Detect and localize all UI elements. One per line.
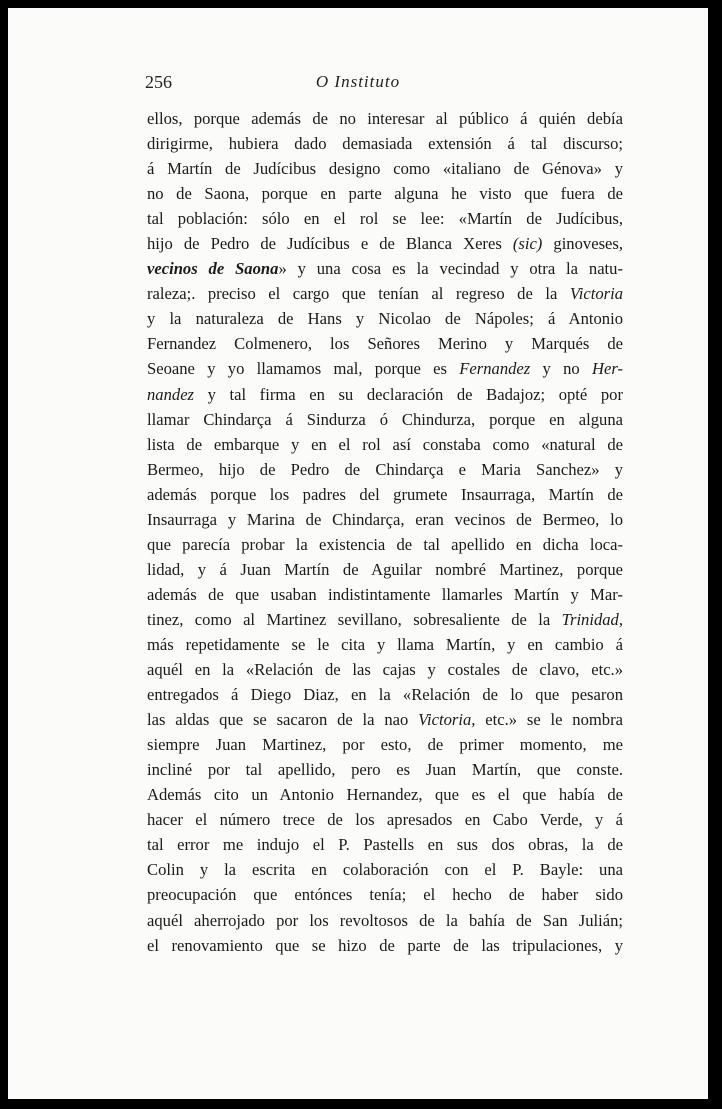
text-line: lista de embarque y en el rol así constaba como «natural de — [147, 434, 623, 454]
text-line: no de Saona, porque en parte alguna he visto que fuera de — [147, 184, 623, 204]
text-run: y no — [530, 359, 592, 379]
text-run: Seoane y yo llamamos mal, porque es — [147, 359, 460, 379]
text-run: las aldas que se sacaron de la nao — [147, 710, 419, 730]
text-run: etc.» se le nombra — [475, 710, 623, 730]
book-page — [8, 8, 708, 1099]
text-line: tal error me indujo el P. Pastells en sus dos obras, la de — [147, 835, 623, 855]
text-run: » y una cosa es la vecindad y otra la natu- — [278, 259, 623, 279]
text-line: á Martín de Judícibus designo como «italiano de Génova» y — [147, 159, 623, 179]
text-line: y la naturaleza de Hans y Nicolao de Nápoles; á Antonio — [147, 309, 623, 329]
text-line: ellos, porque además de no interesar al público á quién debía — [147, 109, 623, 128]
italic-fernandez: Fernandez — [459, 359, 531, 379]
page-header — [8, 66, 708, 106]
text-line: tal población: sólo en el rol se lee: «Martín de Judícibus, — [147, 209, 623, 229]
text-line — [147, 231, 623, 256]
text-line — [147, 281, 623, 306]
text-line: Colin y la escrita en colaboración con el P. Bayle: una — [147, 860, 623, 880]
text-line: entregados á Diego Diaz, en la «Relación de lo que pesaron — [147, 685, 623, 705]
page-number: 256 — [145, 72, 172, 92]
italic-victoria: Victoria — [569, 284, 623, 304]
italic-hernandez: nandez — [147, 384, 195, 404]
text-line: que parecía probar la existencia de tal apellido en dicha loca- — [147, 534, 623, 554]
text-run: raleza;. preciso el cargo que tenían al regreso de la — [147, 284, 570, 304]
text-line: además de que usaban indistintamente llamarles Martín y Mar- — [147, 584, 623, 604]
text-line — [147, 707, 623, 732]
text-run: ginoveses, — [542, 234, 623, 254]
text-line: más repetidamente se le cita y llama Martín, y en cambio á — [147, 634, 623, 654]
text-line: lidad, y á Juan Martín de Aguilar nombré Martinez, porque — [147, 559, 623, 579]
text-run: y tal firma en su declaración de Badajoz; opté por — [194, 384, 623, 404]
text-line: incliné por tal apellido, pero es Juan Martín, que conste. — [147, 760, 623, 780]
text-run: tinez, como al Martinez sevillano, sobresaliente de la — [147, 609, 562, 629]
text-line: Además cito un Antonio Hernandez, que es el que había de — [147, 785, 623, 805]
text-line: siempre Juan Martinez, por esto, de primer momento, me — [147, 735, 623, 755]
body-text — [147, 106, 623, 958]
text-line: preocupación que entónces tenía; el hecho de haber sido — [147, 885, 623, 905]
italic-victoria: Victoria, — [418, 710, 476, 730]
text-line — [147, 356, 623, 381]
text-line — [147, 256, 623, 281]
text-line: llamar Chindarça á Sindurza ó Chindurza, porque en alguna — [147, 409, 623, 429]
text-line: dirigirme, hubiera dado demasiada extensión á tal discurso; — [147, 134, 623, 154]
text-line: además porque los padres del grumete Insaurraga, Martín de — [147, 484, 623, 504]
text-line: hacer el número trece de los apresados en Cabo Verde, y á — [147, 810, 623, 830]
text-line — [147, 382, 623, 407]
italic-vecinos-de-saona: vecinos de Saona — [147, 259, 279, 279]
italic-trinidad: Trinidad, — [561, 609, 623, 629]
italic-hernandez: Her- — [592, 359, 623, 379]
text-line: Fernandez Colmenero, los Señores Merino y Marqués de — [147, 334, 623, 354]
text-line: el renovamiento que se hizo de parte de las tripulaciones, y — [147, 935, 623, 955]
text-line: Bermeo, hijo de Pedro de Chindarça e Maria Sanchez» y — [147, 459, 623, 479]
text-line: aquél aherrojado por los revoltosos de la bahía de San Julián; — [147, 910, 623, 930]
text-line: aquél en la «Relación de las cajas y costales de clavo, etc.» — [147, 660, 623, 680]
text-run: hijo de Pedro de Judícibus e de Blanca Xeres — [147, 234, 513, 254]
text-line: Insaurraga y Marina de Chindarça, eran vecinos de Bermeo, lo — [147, 509, 623, 529]
text-line — [147, 607, 623, 632]
running-title: O Instituto — [315, 72, 401, 91]
italic-sic: (sic) — [512, 234, 543, 254]
